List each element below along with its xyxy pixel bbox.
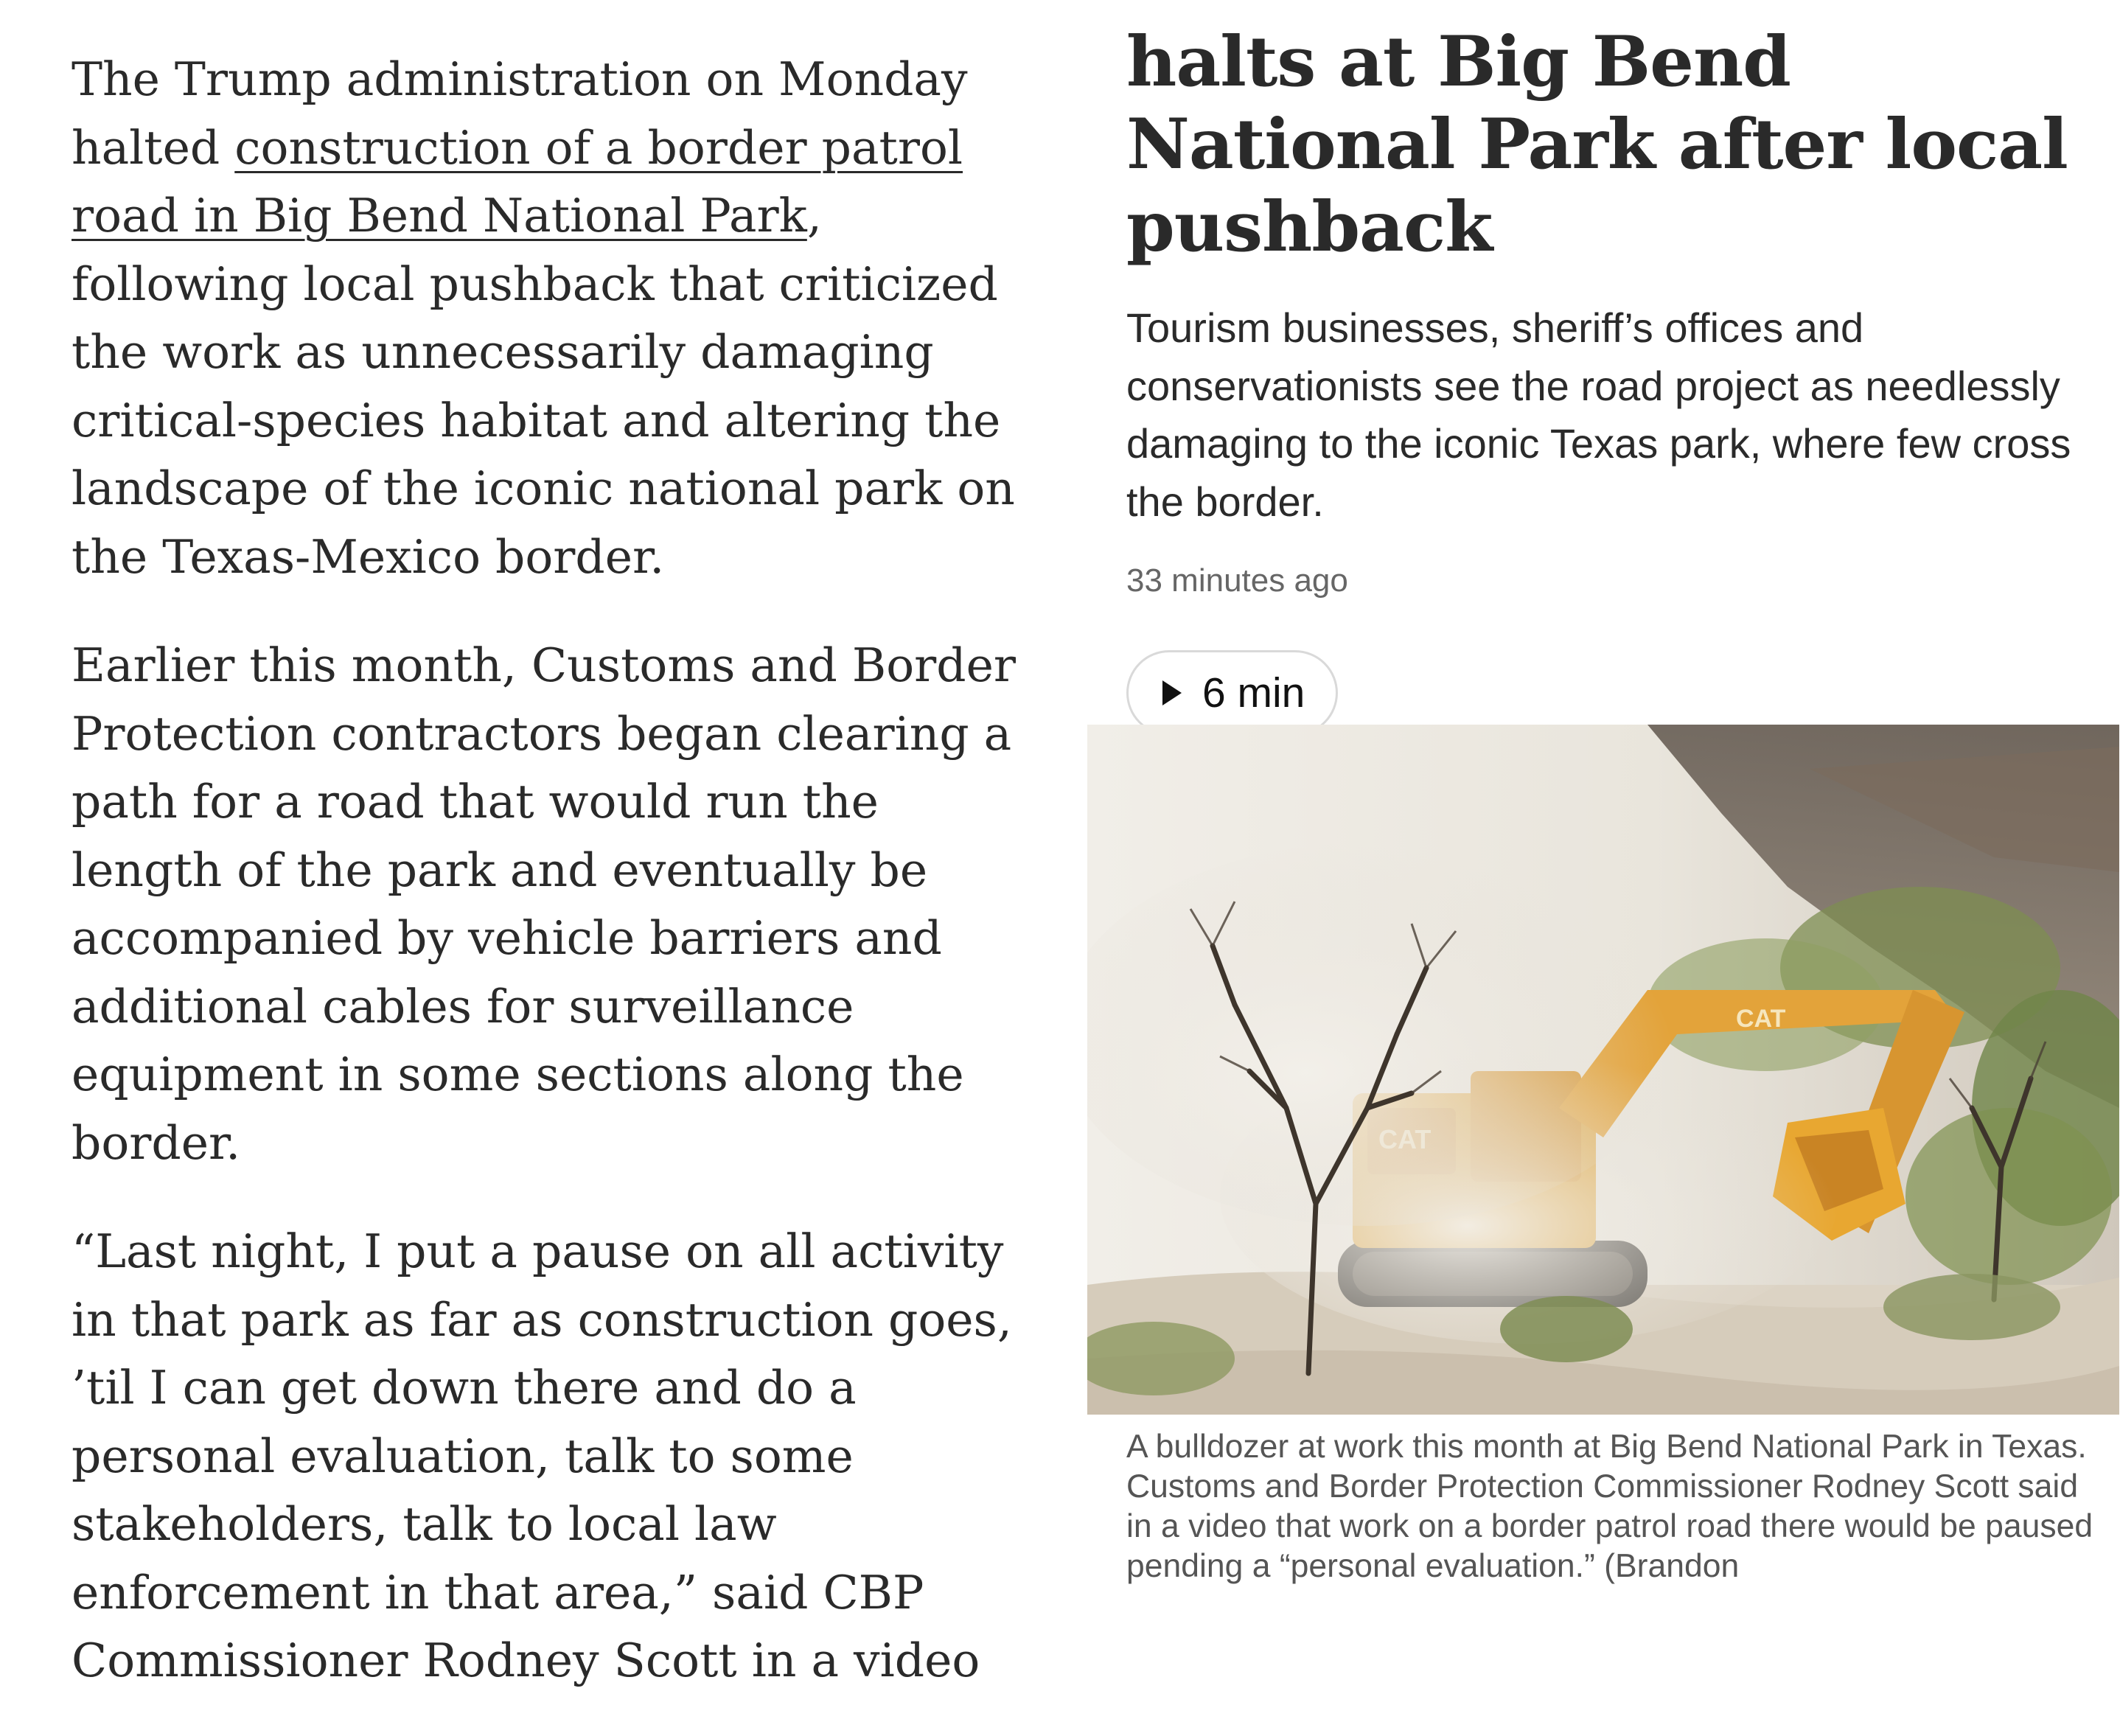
paragraph-text: The Trump administration on Monday halted	[72, 52, 968, 175]
read-time-label: 6 min	[1202, 669, 1305, 717]
article-body	[72, 46, 1030, 1736]
article-paragraph: “Last night, I put a pause on all activity in that park as far as construction goes, ’til I can get down there and do a personal evaluation, talk to some stakeholders, talk to local law enforcement in that area,” said CBP Commissioner Rodney Scott in a video	[72, 1224, 1012, 1687]
boom-marking: CAT	[1736, 1005, 1786, 1033]
article-paragraph: Earlier this month, Customs and Border Protection contractors began clearing a path for a road that would run the length of the park and eventually be accompanied by vehicle barriers and additional cables for surveillance equipment in some sections along the border.	[72, 638, 1016, 1170]
story-photo[interactable]	[1087, 725, 2119, 1415]
story-dek: Tourism businesses, sheriff’s offices and conservationists see the road project as needlessly damaging to the iconic Texas park, where few cross the border.	[1126, 304, 2071, 525]
story-teaser	[1126, 21, 2085, 736]
paragraph-text: , following local pushback that criticized the work as unnecessarily damaging critical-species habitat and altering the landscape of the iconic national park on the Texas-Mexico border.	[72, 189, 1015, 584]
read-time-button[interactable]	[1126, 650, 1338, 736]
play-icon	[1162, 680, 1182, 705]
photo-caption: A bulldozer at work this month at Big Bend National Park in Texas. Customs and Border Protection Commissioner Rodney Scott said in a video that work on a border patrol road there would be paused pending a “personal evaluation.” (Brandon	[1126, 1429, 2093, 1584]
story-timestamp: 33 minutes ago	[1126, 562, 1348, 599]
story-headline[interactable]: halts at Big Bend National Park after local pushback	[1126, 21, 2068, 268]
bulldozer-photo	[1087, 725, 2119, 1415]
article-paragraph	[72, 46, 1030, 591]
border-road-link[interactable]: construction of a border patrol road in Big Bend National Park	[72, 120, 963, 243]
